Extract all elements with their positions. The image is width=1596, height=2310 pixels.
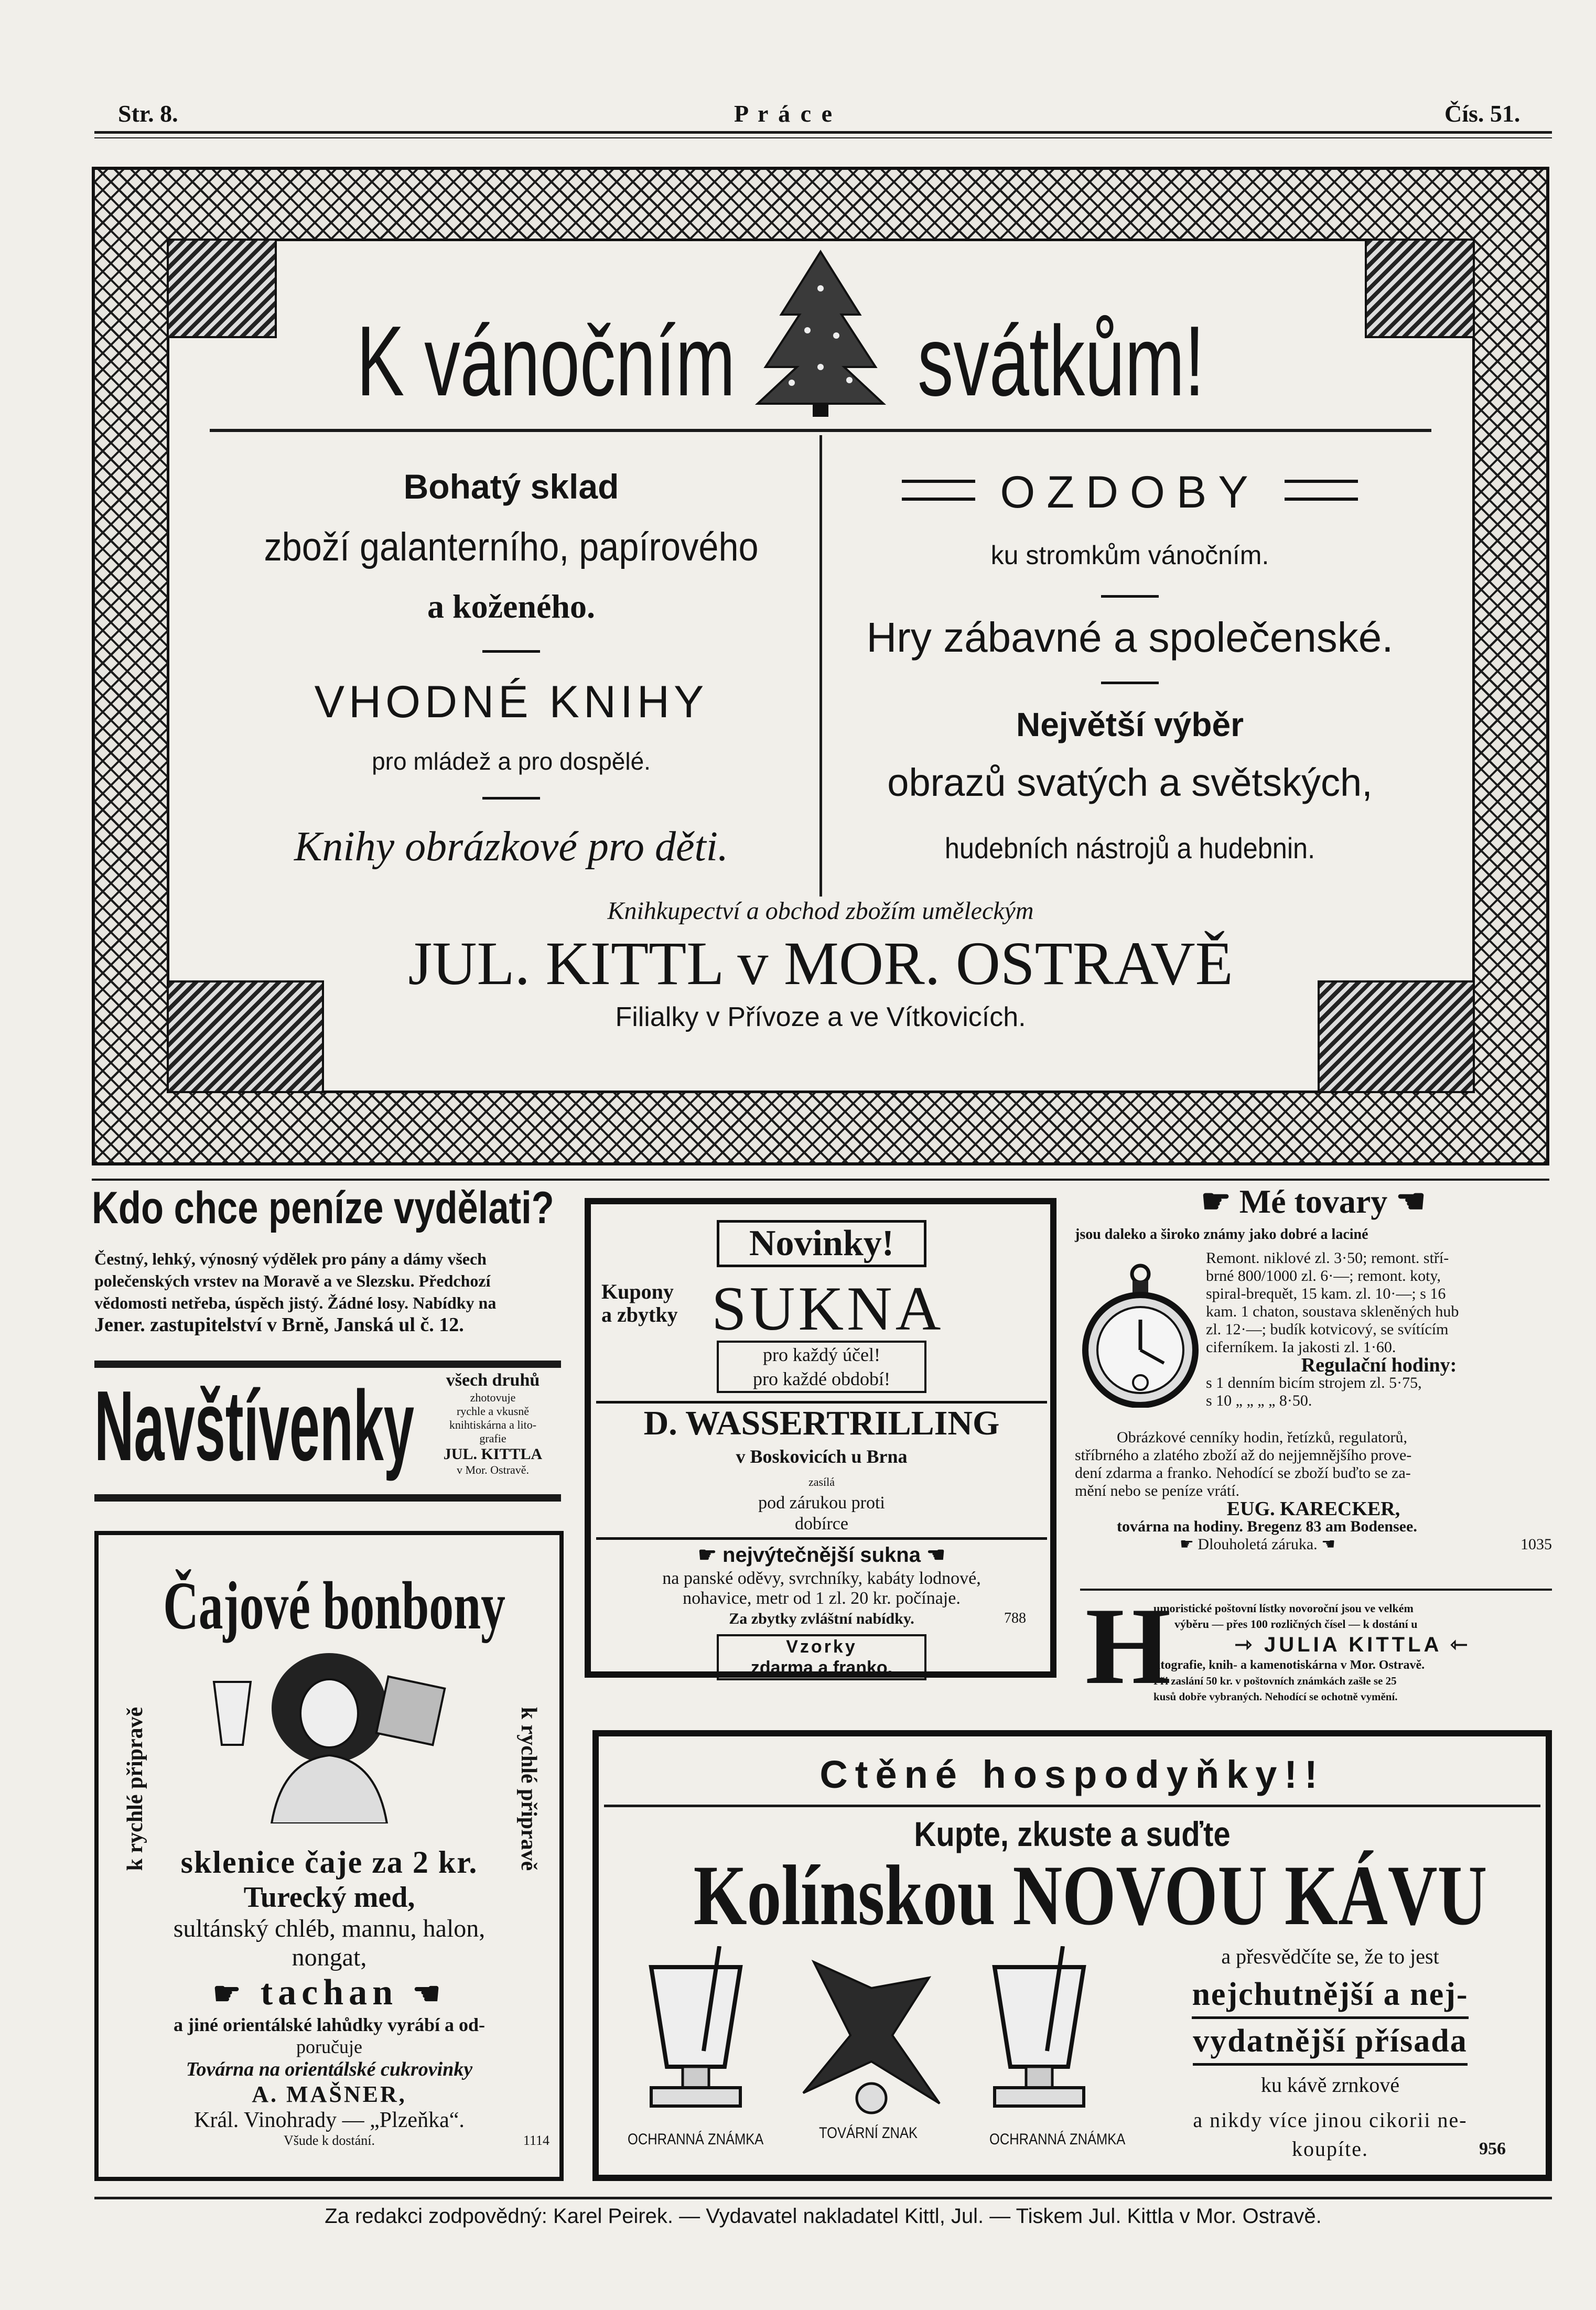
ad-cards-line-2: zhotovuje <box>470 1391 516 1404</box>
ad-postcards-line-3: JULIA KITTLA <box>1264 1633 1441 1656</box>
ad-candy-line-5 <box>99 1972 560 2014</box>
ad-money-line-4: Jener. zastupitelství v Brně, Janská ul č. 12. <box>94 1314 464 1336</box>
right-separator-2 <box>1101 682 1159 684</box>
ad-coffee-claims <box>1123 1941 1537 2162</box>
ad-watch-line-14: mění nebo se peníze vrátí. <box>1075 1482 1240 1499</box>
ad-coffee <box>592 1730 1552 2181</box>
ad-money-text <box>94 1248 566 1336</box>
ad-watch-number: 1035 <box>1520 1536 1552 1553</box>
footer-imprint: Za redakci zodpovědný: Karel Peirek. — Vydavatel nakladatel Kittl, Jul. — Tiskem Jul. Kittla v Mor. Ostravě. <box>325 2205 1322 2228</box>
ad-candy-footer <box>99 2133 560 2154</box>
ad-watch-line-10: s 10 „ „ „ „ 8·50. <box>1206 1392 1312 1409</box>
right-line-4: Největší výběr <box>1016 706 1244 743</box>
ad-cards-line-1: všech druhů <box>446 1370 540 1390</box>
coffee-glass-left-icon <box>641 1946 751 2109</box>
ad-candy-number: 1114 <box>523 2133 549 2148</box>
ad-candy-title: Čajové bonbony <box>163 1568 505 1644</box>
pointing-hand-left-icon: ☚ <box>412 1977 446 2011</box>
ad-watch-guarantee-row <box>1075 1536 1552 1553</box>
ad-cloth-number: 788 <box>1004 1610 1026 1626</box>
arrow-left-icon: ⇽ <box>1450 1633 1471 1656</box>
header-rule <box>94 131 1552 134</box>
left-line-3: a koženého. <box>427 588 595 625</box>
top-ad-shop-name: JUL. KITTL v MOR. OSTRAVĚ <box>408 929 1233 998</box>
ad-cloth-zbytky-line: a zbytky <box>601 1303 678 1326</box>
ad-watch-line-4: spiral-brequět, 15 kam. zl. 10·—; s 16 <box>1206 1285 1446 1302</box>
ad-cloth-line-4: pod zárukou proti <box>758 1493 885 1513</box>
ad-coffee-number: 956 <box>1479 2139 1506 2158</box>
ad-cloth-line-9: Za zbytky zvláštní nabídky. <box>729 1610 914 1627</box>
ad-candy-tachan: tachan <box>260 1972 398 2013</box>
ad-coffee-brand: Kolínskou NOVOU KÁVU <box>693 1848 1487 1943</box>
section-rule <box>92 1179 1549 1181</box>
ad-cloth-name: D. WASSERTRILLING <box>596 1401 1047 1443</box>
ad-cloth-line-1: pro každý účel! <box>763 1344 880 1365</box>
ad-candy-side-right: k rychlé připravě <box>516 1707 541 1871</box>
right-line-6: hudebních nástrojů a hudebnin. <box>944 832 1315 865</box>
header-title: P r á c e <box>734 100 834 127</box>
ad-money-title: Kdo chce peníze vydělati? <box>92 1183 554 1233</box>
ad-candy-line-4: nongat, <box>292 1944 367 1971</box>
ad-cloth-line-5: dobírce <box>795 1514 848 1534</box>
ad-candy-line-1: sklenice čaje za 2 kr. <box>180 1845 478 1880</box>
ad-candy-line-3: sultánský chléb, mannu, halon, <box>173 1915 486 1942</box>
pointing-hand-right-icon: ☛ <box>698 1543 717 1567</box>
pointing-hand-right-icon: ☛ <box>1180 1536 1194 1553</box>
ad-watch-line-13: dení zdarma a franko. Nehodící se zboží buďto se za- <box>1075 1464 1411 1482</box>
ad-cloth-samples <box>717 1634 926 1680</box>
ad-coffee-title-rule <box>604 1805 1540 1807</box>
ad-watch-title <box>1075 1182 1552 1221</box>
ad-watch-line-3: brné 800/1000 zl. 6·—; remont. koty, <box>1206 1267 1441 1284</box>
christmas-tree-icon <box>750 246 891 419</box>
top-ad-title-left: K vánočním <box>357 306 736 417</box>
left-separator-2 <box>482 797 540 800</box>
left-line-5: pro mládež a pro dospělé. <box>372 748 651 775</box>
ad-postcards-line-4: litografie, knih- a kamenotiskárna v Mor. Ostravě. <box>1153 1658 1425 1672</box>
footer-rule <box>94 2197 1552 2199</box>
ad-coffee-line-6: a nikdy více jinou cikorii ne- <box>1193 2108 1468 2132</box>
pointing-hand-right-icon: ☛ <box>1201 1183 1231 1220</box>
left-line-4: VHODNÉ KNIHY <box>314 677 708 727</box>
right-line-1: OZDOBY <box>1000 467 1260 517</box>
ad-coffee-line-5: ku kávě zrnkové <box>1260 2073 1400 2097</box>
pointing-hand-left-icon: ☚ <box>926 1543 945 1567</box>
left-line-6: Knihy obrázkové pro děti. <box>294 824 728 870</box>
ad-cloth-best <box>596 1537 1047 1567</box>
ad-cloth-purpose <box>717 1341 926 1393</box>
ad-watch-line-8: Regulační hodiny: <box>1301 1354 1457 1376</box>
ad-money-line-1: Čestný, lehký, výnosný výdělek pro pány a dámy všech <box>94 1249 487 1268</box>
ad-cards-title: Navštívenky <box>94 1370 414 1482</box>
top-ad-left-column <box>210 456 813 886</box>
ad-cards-line-3: rychle a vkusně <box>456 1405 530 1418</box>
corner-ornament-tl <box>167 239 277 338</box>
ad-money-line-2: polečenských vrstev na Moravě a ve Slezsku. Předchozí <box>94 1271 491 1290</box>
ad-postcards-line-3-row <box>1153 1632 1552 1657</box>
ad-watch-line-1: jsou daleko a široko známy jako dobré a laciné <box>1075 1226 1368 1243</box>
woman-with-tea-illustration <box>193 1650 466 1823</box>
ad-watch-title-text: Mé tovary <box>1239 1183 1388 1220</box>
ad-postcards-line-2: výběru — přes 100 rozličných čísel — k dostání u <box>1174 1617 1418 1631</box>
ad-watch-prices <box>1206 1249 1552 1410</box>
header-issue-number: Čís. 51. <box>1444 100 1520 127</box>
ad-cloth-line-3: zasílá <box>808 1475 835 1488</box>
ad-candy-line-7: poručuje <box>296 2036 362 2057</box>
ad-coffee-mark-1: OCHRANNÁ ZNÁMKA <box>628 2131 764 2148</box>
pointing-hand-left-icon: ☚ <box>1321 1536 1336 1553</box>
right-line-2: ku stromkům vánočním. <box>990 541 1269 570</box>
ad-cloth-kupony <box>601 1280 678 1326</box>
eagle-trademark-icon <box>793 1957 950 2119</box>
right-line-3: Hry zábavné a společenské. <box>866 614 1394 661</box>
ad-watch-line-7: ciferníkem. Ia jakosti zl. 1·60. <box>1206 1338 1396 1356</box>
ad-coffee-line-4: vydatnější přísada <box>1193 2019 1467 2066</box>
ad-cards <box>94 1361 561 1505</box>
ad-coffee-mark-3: OCHRANNÁ ZNÁMKA <box>989 2131 1126 2148</box>
ad-candy-line-8: Továrna na orientálské cukrovinky <box>186 2058 473 2080</box>
ad-coffee-mark-2: TOVÁRNÍ ZNAK <box>819 2124 918 2142</box>
ad-cards-line-6: JUL. KITTLA <box>443 1445 543 1463</box>
ad-watch-line-16: továrna na hodiny. Bregenz 83 am Bodensee. <box>1117 1518 1417 1535</box>
ad-cards-line-4: knihtiskárna a lito- <box>449 1418 537 1431</box>
pointing-hand-left-icon: ☚ <box>1396 1183 1426 1220</box>
ad-money-line-3: vědomosti netřeba, úspěch jistý. Žádné losy. Nabídky na <box>94 1293 497 1312</box>
ad-coffee-line-2: a přesvědčíte se, že to jest <box>1221 1945 1439 1968</box>
header-page-number: Str. 8. <box>118 100 178 127</box>
ad-candy-line-9: A. MAŠNER, <box>252 2081 407 2107</box>
ad-candy-line-6: a jiné orientálské lahůdky vyrábí a od- <box>173 2014 486 2035</box>
ad-cloth-details <box>596 1569 1047 1629</box>
ad-cloth-place: v Boskovicích u Brna <box>736 1446 908 1467</box>
ad-watch-line-9: s 1 denním bicím strojem zl. 5·75, <box>1206 1374 1422 1391</box>
ad-watch-catalog <box>1075 1429 1552 1553</box>
ad-candy-line-10: Král. Vinohrady — „Plzeňka“. <box>194 2108 465 2132</box>
top-ad-title-right: svátkům! <box>918 306 1205 417</box>
ad-cloth-title: Novinky! <box>717 1220 926 1267</box>
ad-cards-text <box>425 1370 561 1477</box>
right-line-5: obrazů svatých a světských, <box>887 761 1373 804</box>
ad-postcards-line-6: kusů dobře vybraných. Nehodící se ochotně vymění. <box>1153 1690 1398 1703</box>
ad-cards-rule-bottom <box>94 1494 561 1502</box>
ad-postcards-line-5: Při zaslání 50 kr. v poštovních známkách zašle se 25 <box>1153 1675 1397 1687</box>
ad-cloth-sukna: SUKNA <box>711 1273 944 1343</box>
left-line-2: zboží galanterního, papírového <box>264 525 759 569</box>
ad-watch-line-5: kam. 1 chaton, soustava skleněných hub <box>1206 1303 1459 1320</box>
ad-watch-line-17: Dlouholetá záruka. <box>1198 1536 1318 1553</box>
ad-candy <box>94 1531 564 2181</box>
top-ad-branches: Filialky v Přívoze a ve Vítkovicích. <box>615 1002 1026 1032</box>
left-line-1: Bohatý sklad <box>403 467 619 506</box>
pointing-hand-right-icon: ☛ <box>212 1977 246 2011</box>
ad-cloth-line-7: na panské oděvy, svrchníky, kabáty lodnové, <box>662 1569 981 1588</box>
ornament-right-icon <box>1285 480 1358 501</box>
ad-candy-line-2: Turecký med, <box>243 1881 415 1914</box>
ad-candy-line-11: Všude k dostání. <box>283 2133 375 2148</box>
ad-cloth-guarantee <box>717 1472 926 1535</box>
ad-watch-line-6: zl. 12·—; budík kotvicový, se svítícím <box>1206 1321 1449 1338</box>
ad-coffee-last-row <box>1123 2136 1537 2162</box>
right-separator-1 <box>1101 595 1159 598</box>
corner-ornament-tr <box>1365 239 1475 338</box>
coffee-glass-right-icon <box>984 1946 1094 2109</box>
ad-cards-line-5: grafie <box>479 1432 506 1445</box>
ad-watch-line-12: stříbrného a zlatého zboží až do nejjemnějšího prove- <box>1075 1447 1412 1464</box>
ad-cloth-line-11: zdarma a franko. <box>750 1658 893 1678</box>
arrow-right-icon: ⇾ <box>1234 1633 1255 1656</box>
ad-watch-line-2: Remont. niklové zl. 3·50; remont. stří- <box>1206 1249 1449 1267</box>
ad-cloth-kupony-line: Kupony <box>601 1280 674 1303</box>
top-ad-right-column <box>834 456 1426 886</box>
ad-coffee-title: Ctěné hospodyňky!! <box>819 1753 1325 1796</box>
ad-postcards-text <box>1153 1601 1552 1704</box>
ad-cloth-line-2: pro každé období! <box>753 1368 890 1389</box>
top-ad-column-divider <box>819 435 822 897</box>
ad-candy-body <box>99 1844 560 2154</box>
ad-postcards-initial: H <box>1085 1585 1171 1707</box>
ad-cloth-line-10: Vzorky <box>786 1637 857 1657</box>
ad-cloth <box>585 1198 1056 1678</box>
ad-coffee-line-1: Kupte, zkuste a suďte <box>914 1815 1231 1853</box>
ad-cards-line-7: v Mor. Ostravě. <box>456 1463 530 1476</box>
ad-cards-rule-top <box>94 1361 561 1368</box>
ad-cloth-line-8: nohavice, metr od 1 zl. 20 kr. počínaje. <box>683 1589 961 1608</box>
ad-coffee-line-7: koupíte. <box>1292 2137 1368 2161</box>
top-ad-title-rule <box>210 429 1431 432</box>
ad-coffee-line-3: nejchutnější a nej- <box>1192 1972 1468 2019</box>
top-ad-subtitle: Knihkupectví a obchod zbožím uměleckým <box>607 897 1034 925</box>
left-separator-1 <box>482 650 540 653</box>
ad-cloth-line-6: nejvýtečnější sukna <box>722 1543 921 1567</box>
ad-cloth-offer-row <box>596 1609 1047 1629</box>
ad-postcards-line-1: umoristické poštovní lístky novoroční jsou ve velkém <box>1153 1602 1414 1615</box>
ad-watch-line-15: EUG. KARECKER, <box>1226 1498 1400 1520</box>
header-rule-thin <box>94 137 1552 138</box>
ad-candy-side-left: k rychlé připravě <box>123 1707 147 1871</box>
ad-watch <box>1075 1182 1552 1575</box>
pocket-watch-icon <box>1080 1261 1201 1408</box>
ad-postcards <box>1080 1585 1552 1712</box>
ad-watch-line-11: Obrázkové cenníky hodin, řetízků, regulatorů, <box>1117 1429 1407 1446</box>
